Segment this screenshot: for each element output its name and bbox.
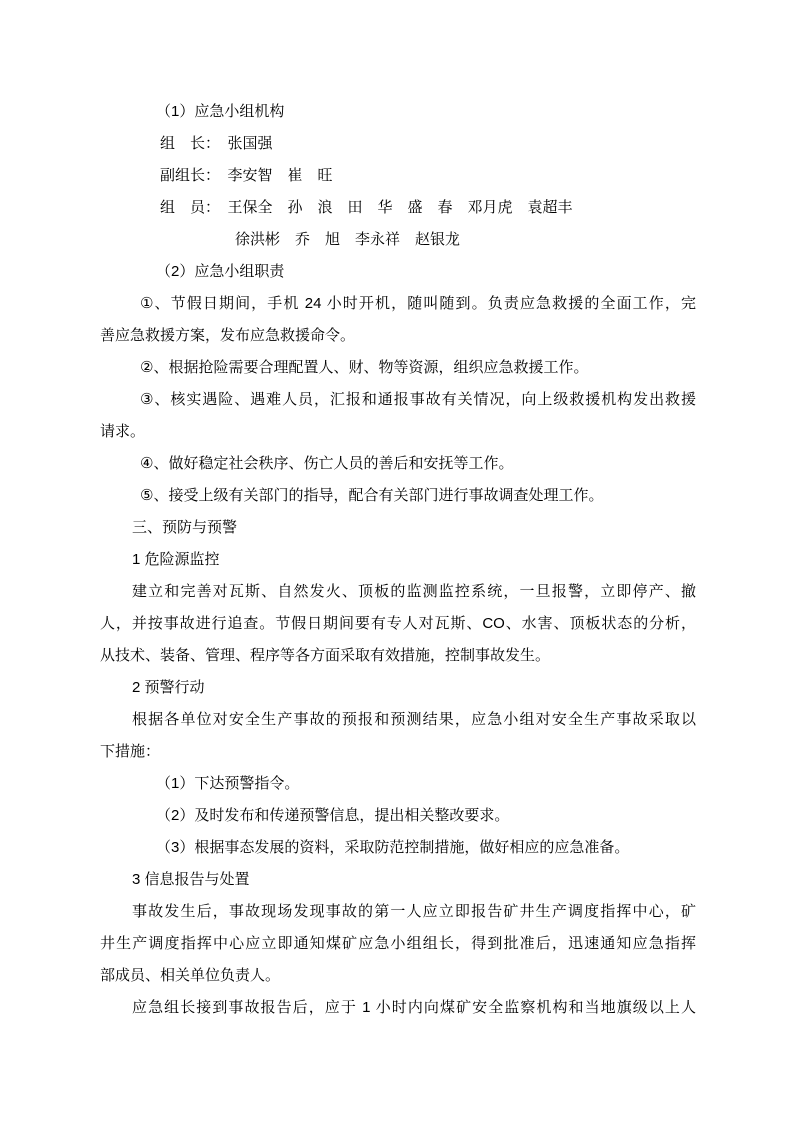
para-warning-action-line1: 根据各单位对安全生产事故的预报和预测结果，应急小组对安全生产事故采取以 [132,711,696,728]
document-body [100,96,696,1024]
para-info-report-line1: 事故发生后，事故现场发现事故的第一人应立即报告矿井生产调度指挥中心，矿 [132,903,696,920]
line-measure-3: （3）根据事态发展的资料，采取防范控制措施，做好相应的应急准备。 [156,839,630,856]
line-duty-1-continued: 善应急救援方案，发布应急救援命令。 [100,327,356,344]
line-duty-3-continued: 请求。 [100,423,146,440]
heading-emergency-group-structure: （1）应急小组机构 [156,103,285,120]
line-duty-2: ②、根据抢险需要合理配置人、财、物等资源，组织应急救援工作。 [140,359,589,376]
para-hazard-monitoring-line3: 从技术、装备、管理、程序等各方面采取有效措施，控制事故发生。 [100,647,551,664]
para-info-report-line3: 部成员、相关单位负责人。 [100,967,281,984]
heading-early-warning-action: 2 预警行动 [132,679,205,696]
line-deputy-leaders: 副组长： 李安智 崔 旺 [160,167,333,184]
para-hazard-monitoring-line1: 建立和完善对瓦斯、自然发火、顶板的监测监控系统，一旦报警，立即停产、撤 [132,583,696,600]
line-measure-1: （1）下达预警指令。 [156,775,300,792]
line-duty-5: ⑤、接受上级有关部门的指导，配合有关部门进行事故调查处理工作。 [140,487,604,504]
line-group-leader: 组 长： 张国强 [160,135,273,152]
heading-emergency-group-duties: （2）应急小组职责 [156,263,285,280]
line-duty-4: ④、做好稳定社会秩序、伤亡人员的善后和安抚等工作。 [140,455,514,472]
para-warning-action-line2: 下措施： [100,743,161,760]
heading-section-prevention-warning: 三、预防与预警 [132,519,238,536]
heading-hazard-source-monitoring: 1 危险源监控 [132,551,220,568]
para-info-report-line2: 井生产调度指挥中心应立即通知煤矿应急小组组长，得到批准后，迅速通知应急指挥 [100,935,696,952]
line-duty-1: ①、节假日期间，手机 24 小时开机，随叫随到。负责应急救援的全面工作，完 [140,295,696,312]
para-hazard-monitoring-line2: 人，并按事故进行追查。节假日期间要有专人对瓦斯、CO、水害、顶板状态的分析， [100,615,696,632]
line-members-continued: 徐洪彬 乔 旭 李永祥 赵银龙 [235,231,461,248]
line-measure-2: （2）及时发布和传递预警信息，提出相关整改要求。 [156,807,510,824]
line-members: 组 员： 王保全 孙 浪 田 华 盛 春 邓月虎 袁超丰 [160,199,573,216]
para-report-deadline-line1: 应急组长接到事故报告后，应于 1 小时内向煤矿安全监察机构和当地旗级以上人 [132,999,696,1016]
heading-info-report-handling: 3 信息报告与处置 [132,871,250,888]
line-duty-3: ③、核实遇险、遇难人员，汇报和通报事故有关情况，向上级救援机构发出救援 [140,391,696,408]
